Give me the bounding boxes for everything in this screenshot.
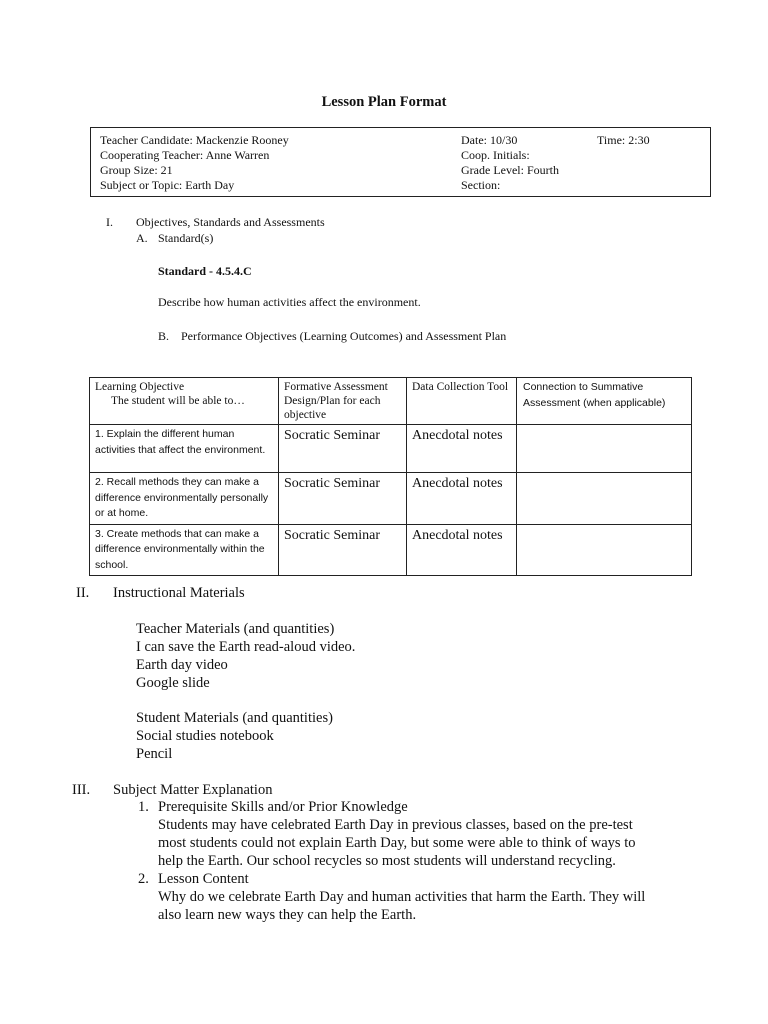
lesson-content-line: also learn new ways they can help the Earth.: [158, 907, 417, 923]
subject-topic: Subject or Topic: Earth Day: [100, 178, 235, 192]
section2-numeral: II.: [76, 585, 90, 601]
section-field: Section:: [461, 178, 501, 192]
prerequisite-title: Prerequisite Skills and/or Prior Knowledge: [158, 799, 408, 815]
standard-title: Standard - 4.5.4.C: [158, 264, 252, 278]
page-title: Lesson Plan Format: [321, 94, 447, 110]
student-material-item: Pencil: [136, 746, 173, 762]
row-formative: Socratic Seminar: [279, 473, 407, 525]
row-summative: [517, 425, 692, 473]
grade-level: Grade Level: Fourth: [461, 163, 559, 177]
prerequisite-line: Students may have celebrated Earth Day in previous classes, based on the pre-test: [158, 817, 633, 833]
prerequisite-line: most students could not explain Earth Day, but some were able to think of ways to: [158, 835, 636, 851]
table-row: [90, 473, 692, 525]
teacher-candidate: Teacher Candidate: Mackenzie Rooney: [100, 133, 289, 147]
header-summative: Connection to Summative Assessment (when applicable): [517, 378, 692, 425]
row-tool: Anecdotal notes: [407, 425, 517, 473]
row-formative: Socratic Seminar: [279, 524, 407, 576]
cooperating-teacher: Cooperating Teacher: Anne Warren: [100, 148, 270, 162]
section1-heading: Objectives, Standards and Assessments: [136, 215, 325, 229]
section3-heading: Subject Matter Explanation: [113, 782, 273, 798]
section2-heading: Instructional Materials: [113, 585, 245, 601]
section1-a-label: Standard(s): [158, 231, 214, 245]
row-tool: Anecdotal notes: [407, 473, 517, 525]
table-row: [90, 425, 692, 473]
header-col1-line2: The student will be able to…: [111, 395, 245, 407]
header-col1-line1: Learning Objective: [95, 381, 185, 393]
table-header-row: [90, 378, 692, 425]
teacher-material-item: I can save the Earth read-aloud video.: [136, 639, 356, 655]
date: Date: 10/30: [461, 133, 518, 147]
row-objective: 2. Recall methods they can make a difference environmentally personally or at home.: [90, 473, 279, 525]
section3-numeral: III.: [72, 782, 91, 798]
teacher-material-item: Google slide: [136, 675, 210, 691]
row-summative: [517, 473, 692, 525]
row-objective: 3. Create methods that can make a difference environmentally within the school.: [90, 524, 279, 576]
lesson-content-line: Why do we celebrate Earth Day and human activities that harm the Earth. They will: [158, 889, 646, 905]
header-data-tool: Data Collection Tool: [407, 378, 517, 425]
lesson-info-box: [90, 127, 711, 197]
section1-b-marker: B.: [158, 329, 170, 343]
header-learning-objective: [90, 378, 279, 425]
teacher-material-item: Earth day video: [136, 657, 228, 673]
prerequisite-line: help the Earth. Our school recycles so most students will understand recycling.: [158, 853, 616, 869]
objectives-table: [89, 377, 692, 576]
student-material-item: Social studies notebook: [136, 728, 274, 744]
row-tool: Anecdotal notes: [407, 524, 517, 576]
row-summative: [517, 524, 692, 576]
coop-initials: Coop. Initials:: [461, 148, 530, 162]
table-row: [90, 524, 692, 576]
row-objective: 1. Explain the different human activities that affect the environment.: [90, 425, 279, 473]
item1-marker: 1.: [138, 799, 149, 815]
section1-b-label: Performance Objectives (Learning Outcomes) and Assessment Plan: [181, 329, 507, 343]
row-formative: Socratic Seminar: [279, 425, 407, 473]
item2-marker: 2.: [138, 871, 149, 887]
time: Time: 2:30: [597, 133, 650, 147]
section1-a-marker: A.: [136, 231, 148, 245]
group-size: Group Size: 21: [100, 163, 173, 177]
header-formative: Formative Assessment Design/Plan for each objective: [279, 378, 407, 425]
standard-description: Describe how human activities affect the environment.: [158, 295, 421, 309]
section1-numeral: I.: [106, 215, 113, 229]
lesson-content-title: Lesson Content: [158, 871, 249, 887]
teacher-materials-heading: Teacher Materials (and quantities): [136, 621, 335, 637]
student-materials-heading: Student Materials (and quantities): [136, 710, 333, 726]
